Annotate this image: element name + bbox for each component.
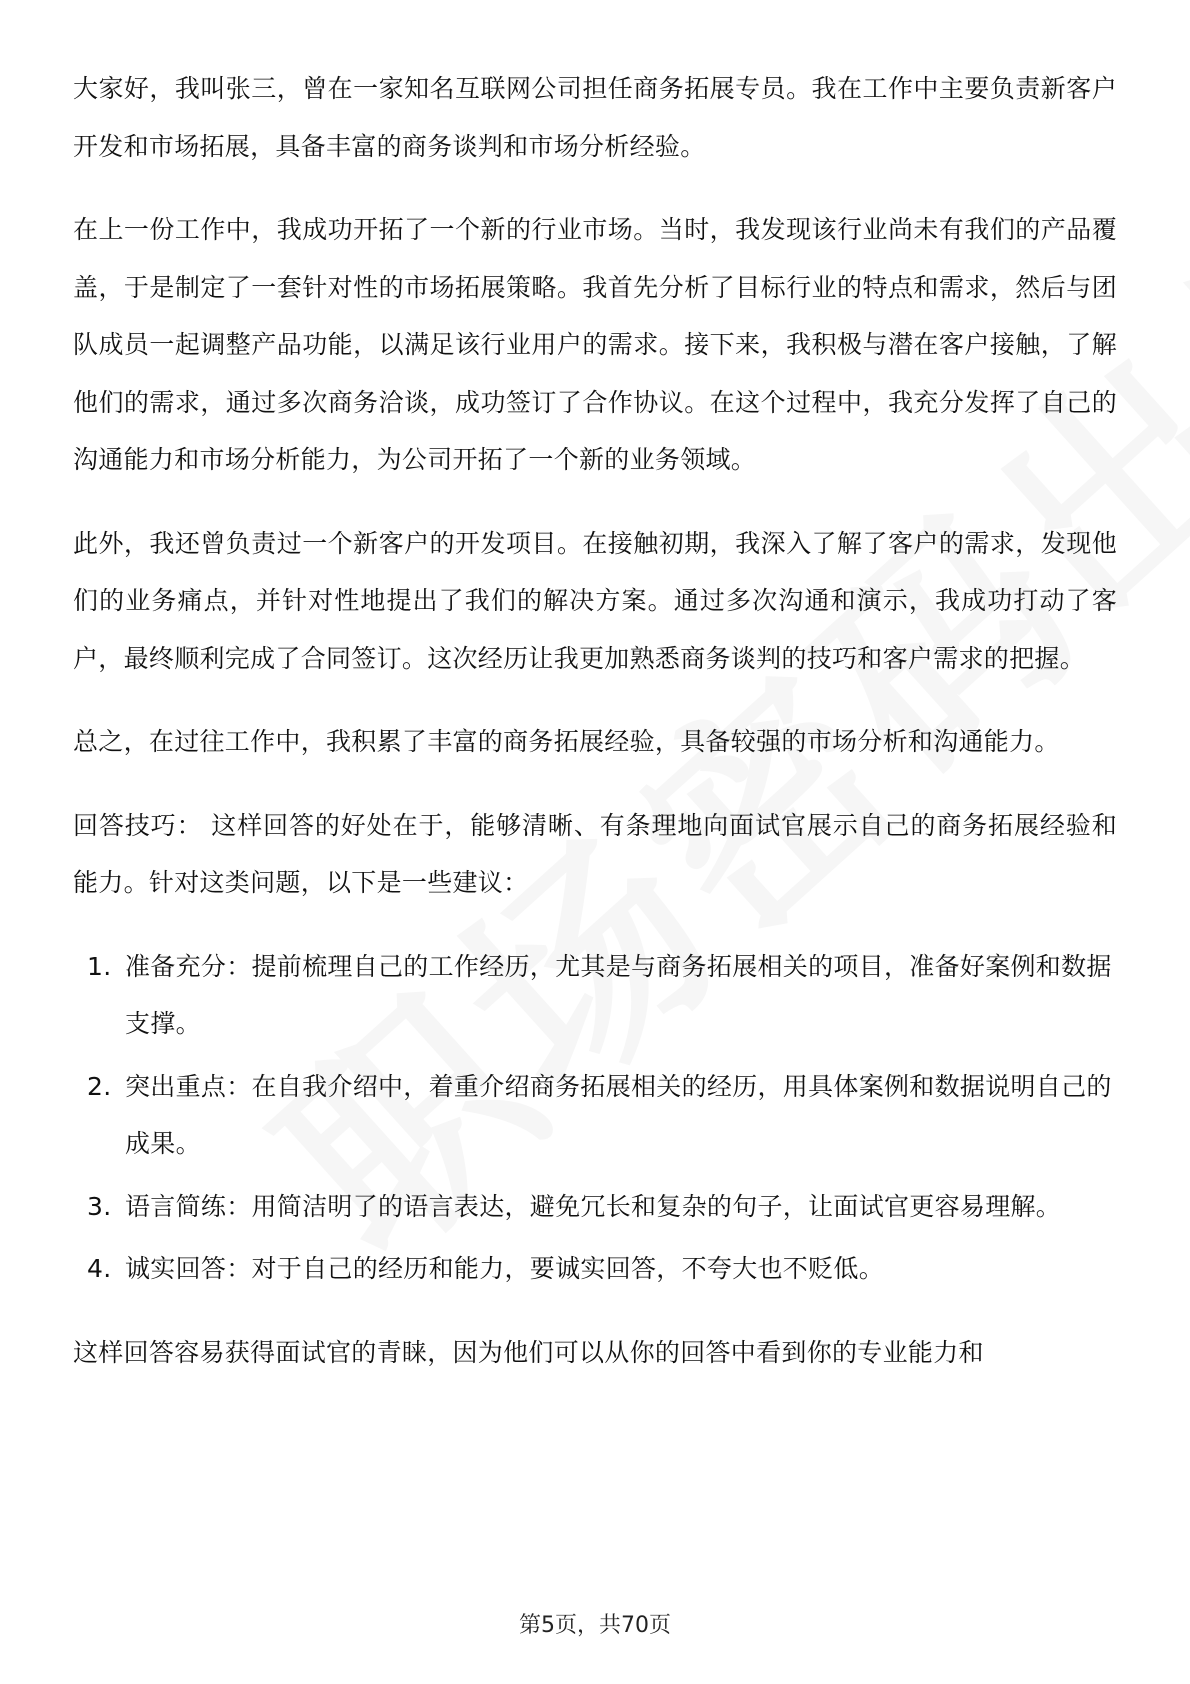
page-number: 第5页，共70页 xyxy=(519,1613,671,1638)
document-body xyxy=(73,60,1117,1381)
list-item-text: 准备充分：提前梳理自己的工作经历，尤其是与商务拓展相关的项目，准备好案例和数据支撑。 xyxy=(125,951,1112,1038)
list-item-number: 3. xyxy=(87,1191,112,1221)
summary-paragraph: 总之，在过往工作中，我积累了丰富的商务拓展经验，具备较强的市场分析和沟通能力。 xyxy=(73,727,1060,756)
intro-paragraph: 大家好，我叫张三，曾在一家知名互联网公司担任商务拓展专员。我在工作中主要负责新客户开发和市场拓展，具备丰富的商务谈判和市场分析经验。 xyxy=(73,74,1117,161)
list-item-number: 4. xyxy=(87,1254,112,1283)
client-project-paragraph: 此外，我还曾负责过一个新客户的开发项目。在接触初期，我深入了解了客户的需求，发现他们的业务痛点，并针对性地提出了我们的解决方案。通过多次沟通和演示，我成功打动了客户，最终顺利完成了合同签订。这次经历让我更加熟悉商务谈判的技巧和客户需求的把握。 xyxy=(73,528,1117,673)
answer-tips-intro: 回答技巧： 这样回答的好处在于，能够清晰、有条理地向面试官展示自己的商务拓展经验和能力。针对这类问题，以下是一些建议： xyxy=(73,810,1117,897)
list-item-text: 诚实回答：对于自己的经历和能力，要诚实回答，不夸大也不贬低。 xyxy=(125,1254,885,1283)
list-item-number: 2. xyxy=(87,1071,112,1101)
list-item xyxy=(73,938,1117,1053)
list-item-text: 语言简练：用简洁明了的语言表达，避免冗长和复杂的句子，让面试官更容易理解。 xyxy=(125,1191,1062,1221)
list-item xyxy=(73,1240,1117,1298)
experience-paragraph: 在上一份工作中，我成功开拓了一个新的行业市场。当时，我发现该行业尚未有我们的产品覆盖，于是制定了一套针对性的市场拓展策略。我首先分析了目标行业的特点和需求，然后与团队成员一起调整产品功能，以满足该行业用户的需求。接下来，我积极与潜在客户接触，了解他们的需求，通过多次商务洽谈，成功签订了合作协议。在这个过程中，我充分发挥了自己的沟通能力和市场分析能力，为公司开拓了一个新的业务领域。 xyxy=(73,215,1117,474)
list-item-text: 突出重点：在自我介绍中，着重介绍商务拓展相关的经历，用具体案例和数据说明自己的成果。 xyxy=(125,1071,1112,1158)
list-item xyxy=(73,1058,1117,1173)
list-item xyxy=(73,1178,1117,1236)
closing-paragraph: 这样回答容易获得面试官的青睐，因为他们可以从你的回答中看到你的专业能力和 xyxy=(73,1337,984,1367)
tips-list xyxy=(73,938,1117,1298)
list-item-number: 1. xyxy=(87,951,112,981)
